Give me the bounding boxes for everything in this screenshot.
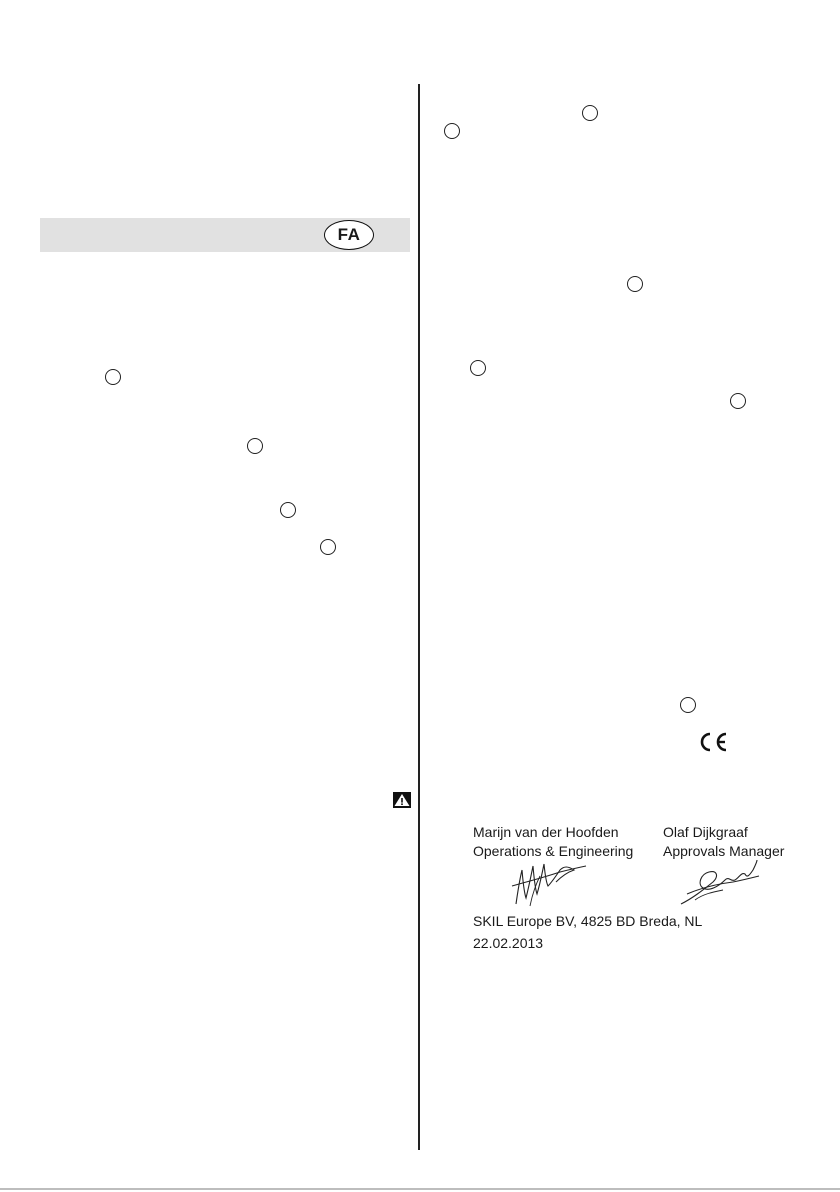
reference-circle-icon xyxy=(280,502,296,518)
signature-1 xyxy=(502,856,592,908)
reference-circle-icon xyxy=(444,123,460,139)
warning-triangle-icon xyxy=(393,792,411,808)
reference-circle-icon xyxy=(470,360,486,376)
signatory-1-title: Operations & Engineering xyxy=(473,843,634,859)
reference-circle-icon xyxy=(320,539,336,555)
reference-circle-icon xyxy=(105,369,121,385)
language-badge: FA xyxy=(324,220,374,250)
reference-circle-icon xyxy=(582,105,598,121)
declaration-date: 22.02.2013 xyxy=(473,935,544,951)
column-divider xyxy=(418,84,420,1150)
bottom-rule xyxy=(0,1188,840,1190)
reference-circle-icon xyxy=(247,438,263,454)
signatory-2-name: Olaf Dijkgraaf xyxy=(663,824,748,840)
ce-mark-icon xyxy=(697,731,729,753)
reference-circle-icon xyxy=(680,697,696,713)
reference-circle-icon xyxy=(730,393,746,409)
signatory-2-title: Approvals Manager xyxy=(663,843,785,859)
header-rule xyxy=(0,0,840,2)
reference-circle-icon xyxy=(627,276,643,292)
company-address: SKIL Europe BV, 4825 BD Breda, NL xyxy=(473,913,703,929)
signatory-1-name: Marijn van der Hoofden xyxy=(473,824,619,840)
signature-2 xyxy=(673,858,763,910)
